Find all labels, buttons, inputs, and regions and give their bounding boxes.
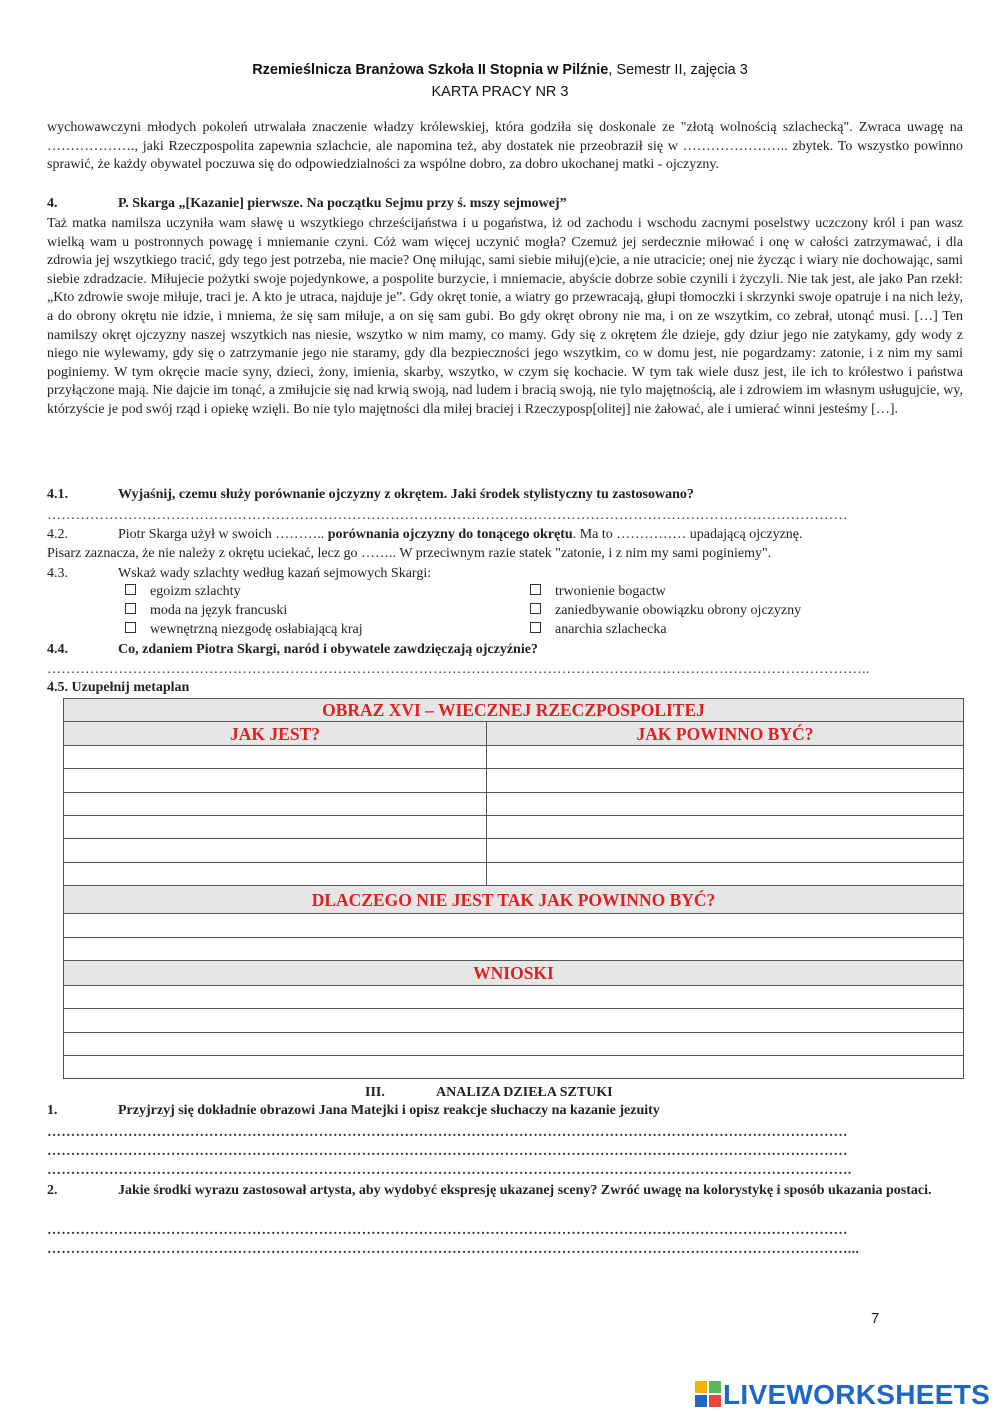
question-4-1-number: 4.1. <box>47 487 68 502</box>
question-4-2-line2: Pisarz zaznacza, że nie należy z okrętu uciekać, lecz go …….. W przeciwnym razie statek "zatonie, i z nim my sami poginiemy". <box>47 546 772 561</box>
metaplan-why-heading: DLACZEGO NIE JEST TAK JAK POWINNO BYĆ? <box>64 886 964 914</box>
art-question-2-text: Jakie środki wyrazu zastosował artysta, aby wydobyć ekspresję ukazanej sceny? Zwróć uwagę na kolorystykę i sposób ukazania postaci. <box>118 1183 932 1198</box>
metaplan-cell[interactable] <box>64 792 487 815</box>
answer-line-art-2[interactable]: ……………………………………………………………………………………………………………………………………………………... <box>47 1242 860 1257</box>
art-question-2 <box>47 1182 963 1201</box>
document-header <box>0 62 1000 78</box>
answer-line-art-2[interactable]: …………………………………………………………………………………………………………………………………………………… <box>47 1223 848 1238</box>
question-4-4-text: Co, zdaniem Piotra Skargi, naród i obywatele zawdzięczają ojczyźnie? <box>118 642 538 657</box>
metaplan-cell[interactable] <box>64 1032 964 1055</box>
option-label: wewnętrzną niezgodę osłabiającą kraj <box>150 622 363 637</box>
option-label: moda na język francuski <box>150 603 288 618</box>
art-question-1 <box>47 1103 963 1119</box>
metaplan-cell[interactable] <box>64 815 487 838</box>
metaplan-col-should: JAK POWINNO BYĆ? <box>487 722 964 745</box>
metaplan-cell[interactable] <box>64 769 487 792</box>
metaplan-cell[interactable] <box>64 1009 964 1032</box>
section-4-heading <box>47 196 963 212</box>
checkbox-icon[interactable] <box>530 622 541 633</box>
metaplan-cell[interactable] <box>487 769 964 792</box>
answer-line-art-1[interactable]: ……………………………………………………………………………………………………………………………………………………. <box>47 1163 852 1178</box>
option-label: anarchia szlachecka <box>555 622 667 637</box>
question-4-2-part2: . Ma to …………… upadającą ojczyznę. <box>572 527 803 542</box>
checkbox-icon[interactable] <box>125 622 136 633</box>
question-4-1 <box>47 487 963 503</box>
checkbox-icon[interactable] <box>530 584 541 595</box>
worksheet-title: KARTA PRACY NR 3 <box>431 84 569 100</box>
section-3-number: III. <box>365 1085 385 1100</box>
art-question-1-text: Przyjrzyj się dokładnie obrazowi Jana Matejki i opisz reakcje słuchaczy na kazanie jezuity <box>118 1103 660 1118</box>
liveworksheets-grid-icon <box>695 1381 721 1407</box>
metaplan-col-is: JAK JEST? <box>64 722 487 745</box>
question-4-4-number: 4.4. <box>47 642 68 657</box>
page-number: 7 <box>871 1310 880 1327</box>
checkbox-icon[interactable] <box>530 603 541 614</box>
school-name: Rzemieślnicza Branżowa Szkoła II Stopnia w Pilźnie <box>252 62 609 78</box>
checkbox-option-left-1[interactable] <box>125 584 241 600</box>
art-question-2-number: 2. <box>47 1183 58 1198</box>
metaplan-cell[interactable] <box>487 862 964 885</box>
question-4-1-text: Wyjaśnij, czemu służy porównanie ojczyzny z okrętem. Jaki środek stylistyczny tu zastosowano? <box>118 487 694 502</box>
checkbox-option-left-2[interactable] <box>125 603 287 619</box>
question-4-2-part1: Piotr Skarga użył w swoich ……….. <box>118 527 328 542</box>
checkbox-option-right-3[interactable] <box>530 622 667 638</box>
checkbox-option-left-3[interactable] <box>125 622 363 638</box>
question-4-3 <box>47 566 963 582</box>
metaplan-cell[interactable] <box>64 937 964 960</box>
metaplan-table <box>63 698 964 1079</box>
metaplan-cell[interactable] <box>487 839 964 862</box>
section-4-number: 4. <box>47 196 58 211</box>
metaplan-cell[interactable] <box>487 745 964 768</box>
option-label: zaniedbywanie obowiązku obrony ojczyzny <box>555 603 802 618</box>
metaplan-cell[interactable] <box>487 792 964 815</box>
liveworksheets-text: LIVEWORKSHEETS <box>723 1379 991 1410</box>
option-label: egoizm szlachty <box>150 584 241 599</box>
question-4-2-number: 4.2. <box>47 527 68 542</box>
semester-info: , Semestr II, zajęcia 3 <box>608 62 748 78</box>
question-4-3-number: 4.3. <box>47 566 68 581</box>
checkbox-icon[interactable] <box>125 603 136 614</box>
checkbox-icon[interactable] <box>125 584 136 595</box>
liveworksheets-logo <box>695 1379 990 1411</box>
answer-line-4-4[interactable]: ……………………………………………………………………………………………………………………………………………………….. <box>47 662 870 677</box>
answer-line-4-1[interactable]: …………………………………………………………………………………………………………………………………………………… <box>47 508 848 523</box>
metaplan-cell[interactable] <box>64 1056 964 1079</box>
intro-paragraph: wychowawczyni młodych pokoleń utrwalała znaczenie władzy królewskiej, która godziła się doskonale ze "złotą wolnością szlachecką". Zwraca uwagę na ………………., jaki Rzeczpospolita zapewnia szlachcie, ale napomina też, aby dostatek nie przeobraził się w ………………….. zbytek. To wszystko powinno sprawić, że każdy obywatel poczuwa się do odpowiedzialności za wspólne dobro, za dobro ukochanej matki - ojczyzny. <box>47 120 963 173</box>
question-4-4 <box>47 642 963 658</box>
answer-line-art-1[interactable]: …………………………………………………………………………………………………………………………………………………… <box>47 1144 848 1159</box>
checkbox-option-right-1[interactable] <box>530 584 666 600</box>
metaplan-cell[interactable] <box>487 815 964 838</box>
metaplan-cell[interactable] <box>64 745 487 768</box>
metaplan-title: OBRAZ XVI – WIECZNEJ RZECZPOSPOLITEJ <box>64 699 964 722</box>
sermon-excerpt: Taż matka namilsza uczyniła wam sławę u wszytkiego chrześcijaństwa i u pogaństwa, iż od zachodu i wschodu zacnymi poselstwy uczczony król i pan wasz wielką wam u postronnych powagę i mniemanie czyni. Cóż wam więcej uczynić mogła? Czemuż jej serdecznie miłować i onę w całości zatrzymawać, i dla zdrowia jej wszytkiego tracić, gdy tego jest potrzeba, nie macie? Onę miłując, sami siebie miłuj(e)cie, a nie utracicie; onej nie życząc i wiary nie dochowając, sami siebie zdradzacie. Miłujecie pożytki swoje pojedynkowe, a pospolite burzycie, i mniemacie, abyście dobrze sobie czynili i życzyli. Nie tak jest, ale jako Pan rzekł: „Kto zdrowie swoje miłuje, traci je. A kto je utraca, najduje je”. Gdy okręt tonie, a wiatry go przewracają, głupi tłomoczki i skrzynki swoje opatruje i na nich leży, a do obrony okrętu nie idzie, i mniema, że się sam miłuje, a on się sam gubi. Bo gdy okręt obrony nie ma, i on ze wszytkim, co zebrał, utonąć musi. […] Ten namilszy okręt ojczyzny naszej wszytkich nas niesie, wszytko w nim mamy, co mamy. Gdy się z okrętem źle dzieje, gdy dziur jego nie zatykamy, gdy wody z niego nie wylewamy, gdy się o zatrzymanie jego nie staramy, gdy dla bezpieczności jego wszytkim, co w domu jest, nie pogardzamy: zatonie, i z nim my sami poginiemy. W tym okręcie macie syny, dzieci, żony, imienia, skarby, wszytko, w czym się kochacie. W tym tak wiele dusz jest, ile ich to królestwo i państwa przyłączone mają. Nie dajcie im tonąć, a zmiłujcie się nad krwią swoją, nad ludem i bracią swoją, nie tylo majętnością, ale i zdrowiem im własnym usługujcie, wy, którzyście je pod swój rząd i opiekę wzięli. Bo nie tylo majętności dla miłej braciej i Rzeczyposp[olitej] nie żałować, ale i umierać winni jesteśmy […]. <box>47 216 963 417</box>
answer-line-art-1[interactable]: …………………………………………………………………………………………………………………………………………………… <box>47 1125 848 1140</box>
question-4-3-text: Wskaż wady szlachty według kazań sejmowych Skargi: <box>118 566 432 581</box>
section-4-title: P. Skarga „[Kazanie] pierwsze. Na początku Sejmu przy ś. mszy sejmowej” <box>118 196 567 211</box>
question-4-5-label: 4.5. Uzupełnij metaplan <box>47 680 190 695</box>
question-4-2 <box>47 527 963 543</box>
metaplan-conclusions-heading: WNIOSKI <box>64 960 964 985</box>
metaplan-cell[interactable] <box>64 985 964 1008</box>
question-4-2-bold: porównania ojczyzny do tonącego okrętu <box>327 527 573 542</box>
section-3-title: ANALIZA DZIEŁA SZTUKI <box>436 1085 613 1100</box>
art-question-1-number: 1. <box>47 1103 58 1118</box>
metaplan-cell[interactable] <box>64 862 487 885</box>
checkbox-option-right-2[interactable] <box>530 603 801 619</box>
metaplan-cell[interactable] <box>64 914 964 937</box>
option-label: trwonienie bogactw <box>555 584 666 599</box>
section-3-heading <box>365 1085 613 1101</box>
metaplan-cell[interactable] <box>64 839 487 862</box>
